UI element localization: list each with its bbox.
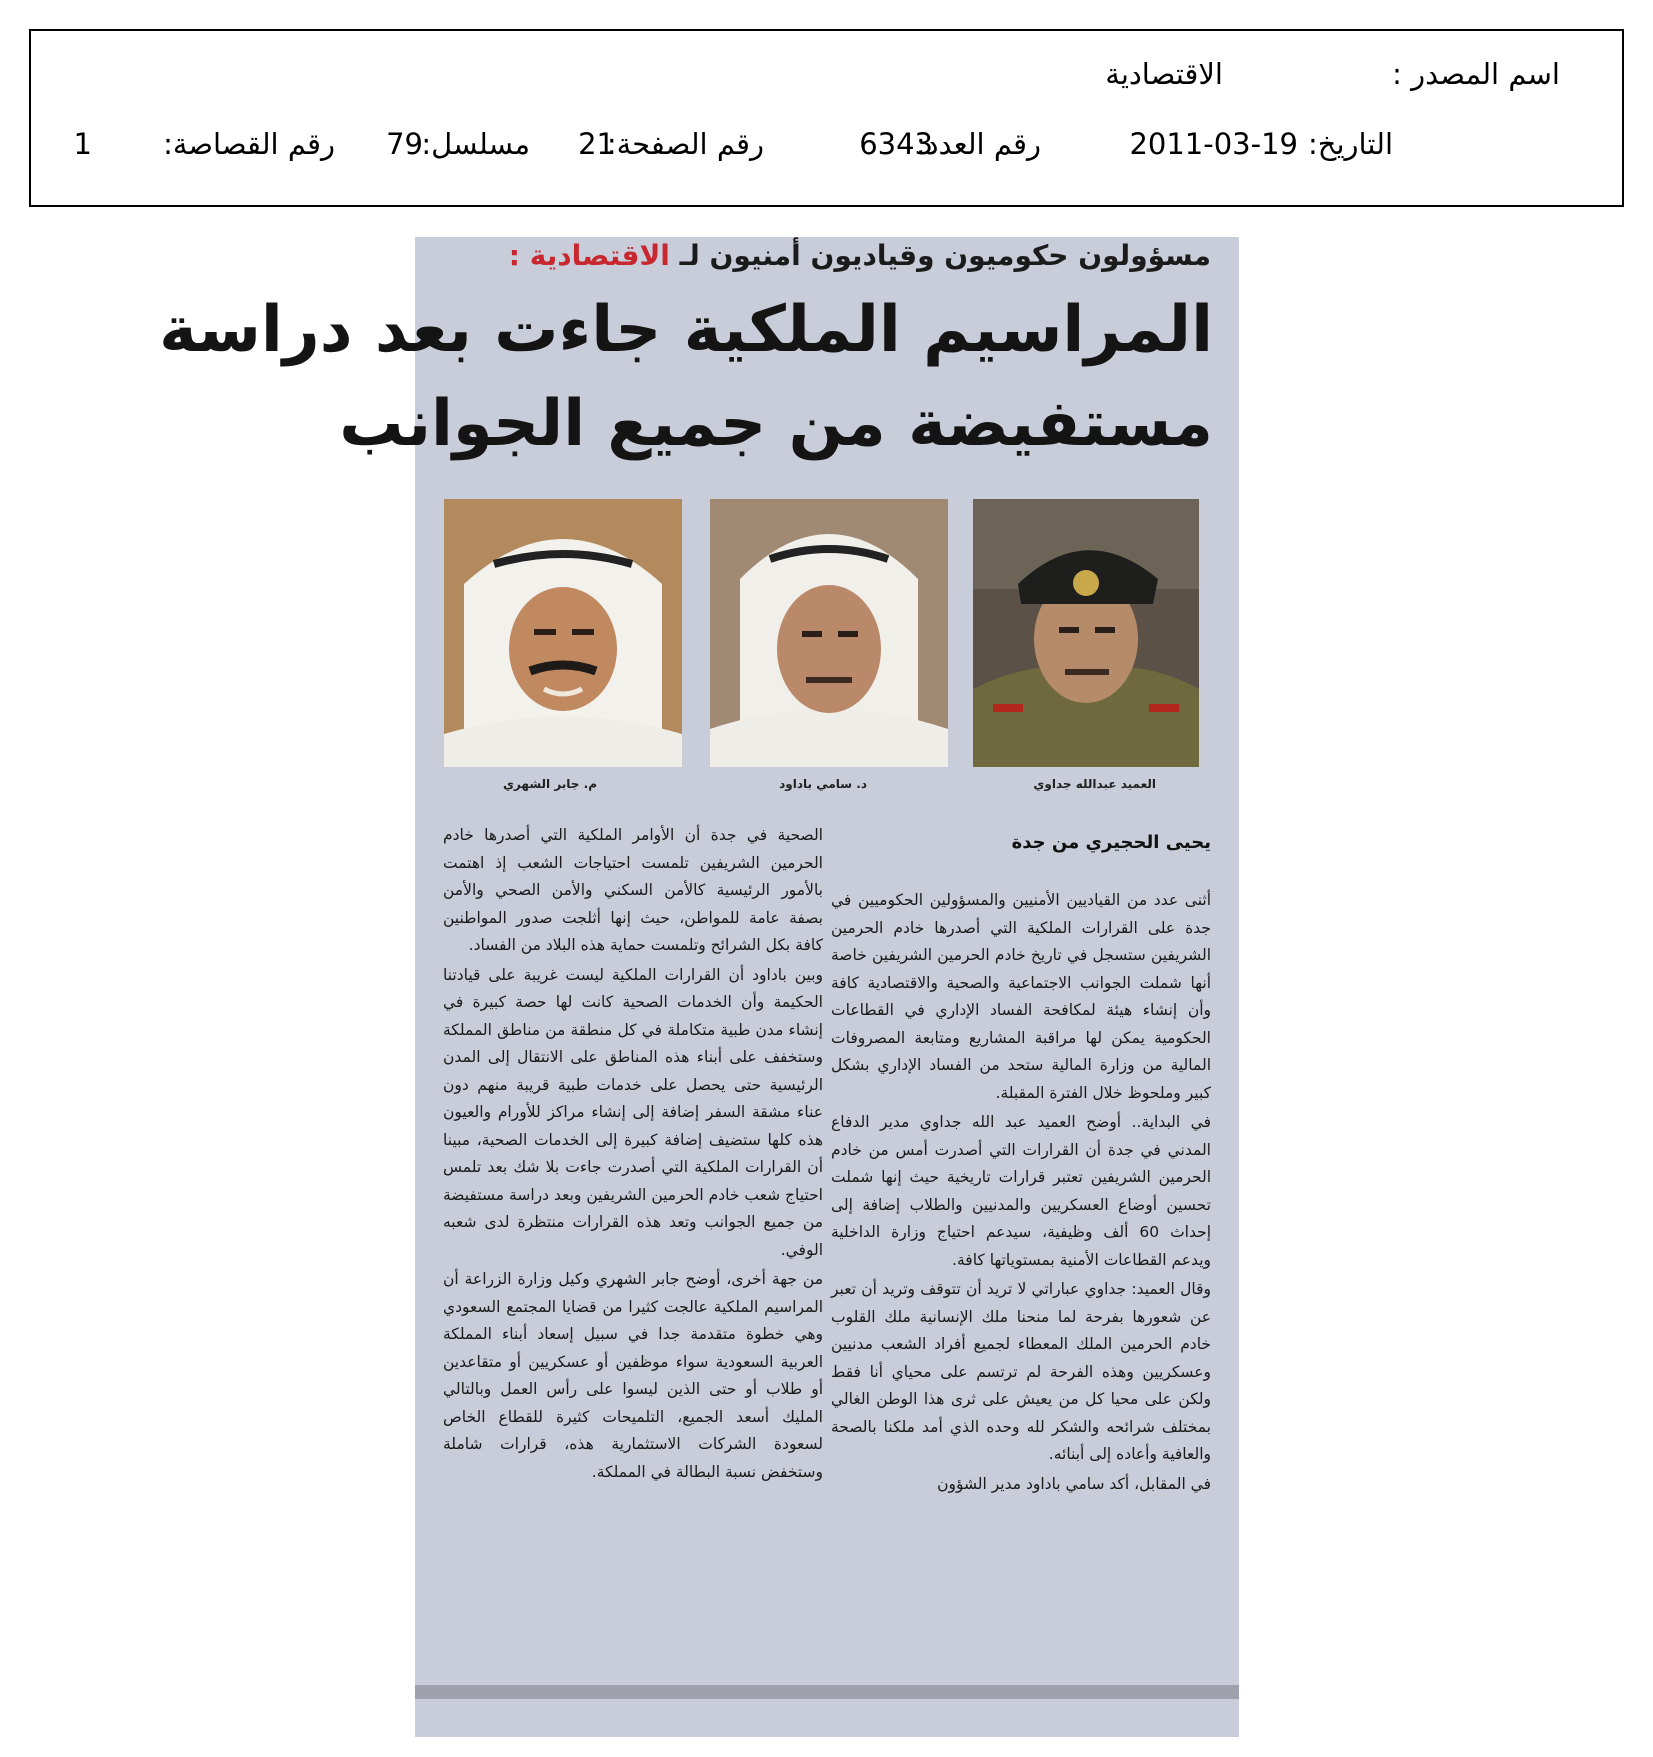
source-label: اسم المصدر :	[1392, 57, 1560, 91]
clipping-info-box	[29, 29, 1624, 207]
photo-sami-badawood	[710, 499, 948, 767]
date-label: التاريخ:	[1307, 127, 1393, 161]
serial-label: مسلسل:	[421, 127, 530, 161]
headline-line-2: مستفيضة من جميع الجوانب	[339, 387, 1213, 461]
kicker-text: مسؤولون حكوميون وقياديون أمنيون لـ	[679, 239, 1211, 272]
paragraph: من جهة أخرى، أوضح جابر الشهري وكيل وزارة الزراعة أن المراسيم الملكية عالجت كثيرا من قضايا المجتمع السعودي وهي خطوة متقدمة جدا في سبيل إسعاد أبناء المملكة العربية السعودية سواء موظفين أو عسكريين أو متقاعدين أو طلاب أو حتى الذين ليسوا على رأس العمل وبالتالي المليك أسعد الجميع، التلميحات كثيرة للقطاع الخاص لسعودة الشركات الاستثمارية هذه، قرارات شاملة وستخفض نسبة البطالة في المملكة.	[443, 1270, 823, 1481]
issue-label: رقم العدد:	[915, 127, 1041, 161]
photo-officer	[973, 499, 1199, 767]
article-column-left	[443, 822, 823, 1488]
article-byline: يحيى الحجيري من جدة	[1011, 832, 1211, 853]
clip-label: رقم القصاصة:	[163, 127, 335, 161]
paragraph: الصحية في جدة أن الأوامر الملكية التي أصدرها خادم الحرمين الشريفين تلمست احتياجات الشعب إذ اهتمت بالأمور الرئيسية كالأمن السكني والأمن الصحي والأمن بصفة عامة للمواطن، حيث إنها أثلجت صدور المواطنين كافة بكل الشرائح وتلمست حماية هذه البلاد من الفساد.	[443, 826, 823, 954]
paragraph: وبين باداود أن القرارات الملكية ليست غريبة على قيادتنا الحكيمة وأن الخدمات الصحية كانت لها حصة كبيرة في إنشاء مدن طبية متكاملة في كل منطقة من مناطق المملكة وستخفف على أبناء هذه المناطق على الانتقال إلى المدن الرئيسية حتى يحصل على خدمات طبية قريبة منهم دون عناء مشقة السفر إضافة إلى إنشاء مراكز للأورام والعيون هذه كلها ستضيف إضافة كبيرة إلى الخدمات الصحية، مبينا أن القرارات الملكية التي أصدرت جاءت بلا شك بعد تلمس احتياج شعب خادم الحرمين الشريفين وبعد دراسة مستفيضة من جميع الجوانب وتعد هذه القرارات منتظرة لدى شعبه الوفي.	[443, 965, 823, 1259]
caption-sami: د. سامي باداود	[779, 777, 867, 791]
newspaper-clipping	[159, 237, 1239, 1737]
clip-value: 1	[73, 127, 92, 161]
bottom-divider	[415, 1685, 1239, 1699]
headline-line-1: المراسيم الملكية جاءت بعد دراسة	[159, 293, 1213, 367]
date-value: 2011-03-19	[1129, 127, 1298, 161]
page-value: 21	[578, 127, 615, 161]
photo-jaber-alshehri	[444, 499, 682, 767]
issue-value: 6343	[859, 127, 933, 161]
caption-jaber: م. جابر الشهري	[502, 777, 597, 791]
kicker-brand: الاقتصادية :	[508, 239, 670, 272]
source-value: الاقتصادية	[1105, 57, 1223, 91]
article-column-right	[831, 887, 1211, 1500]
article-kicker	[509, 239, 1211, 272]
paragraph: في البداية.. أوضح العميد عبد الله جداوي مدير الدفاع المدني في جدة أن القرارات التي أصدرت أمس من خادم الحرمين الشريفين تعتبر قرارات تاريخية حيث إنها شملت تحسين أوضاع العسكريين والمدنيين والطلاب إضافة إلى إحداث 60 ألف وظيفية، سيدعم احتياج وزارة الداخلية ويدعم القطاعات الأمنية بمستوياتها كافة.	[831, 1113, 1211, 1269]
paragraph: وقال العميد: جداوي عباراتي لا تريد أن تتوقف وتريد أن تعبر عن شعورها بفرحة لما منحنا ملك الإنسانية ملك القلوب خادم الحرمين الملك المعطاء لجميع أفراد الشعب مدنيين وعسكريين وهذه الفرحة لم ترتسم على محياي أنا فقط ولكن على محيا كل من يعيش على ثرى هذا الوطن الغالي بمختلف شرائحه والشكر لله وحده الذي أمد ملكنا بالصحة والعافية وأعاده إلى أبنائه.	[831, 1280, 1211, 1463]
page-label: رقم الصفحة:	[606, 127, 764, 161]
paragraph: أثنى عدد من القياديين الأمنيين والمسؤولين الحكوميين في جدة على القرارات الملكية التي أصدرها خادم الحرمين الشريفين ستسجل في تاريخ خادم الحرمين الشريفين خاصة أنها شملت الجوانب الاجتماعية والصحية والاقتصادية كافة وأن إنشاء هيئة لمكافحة الفساد الإداري في القطاعات الحكومية يمكن لها مراقبة المشاريع ومتابعة المصروفات المالية من وزارة المالية ستحد من الفساد الإداري بشكل كبير وملحوظ خلال الفترة المقبلة.	[831, 891, 1211, 1102]
caption-officer: العميد عبدالله جداوي	[1033, 777, 1156, 791]
serial-value: 79	[386, 127, 423, 161]
paragraph: في المقابل، أكد سامي باداود مدير الشؤون	[937, 1474, 1211, 1493]
